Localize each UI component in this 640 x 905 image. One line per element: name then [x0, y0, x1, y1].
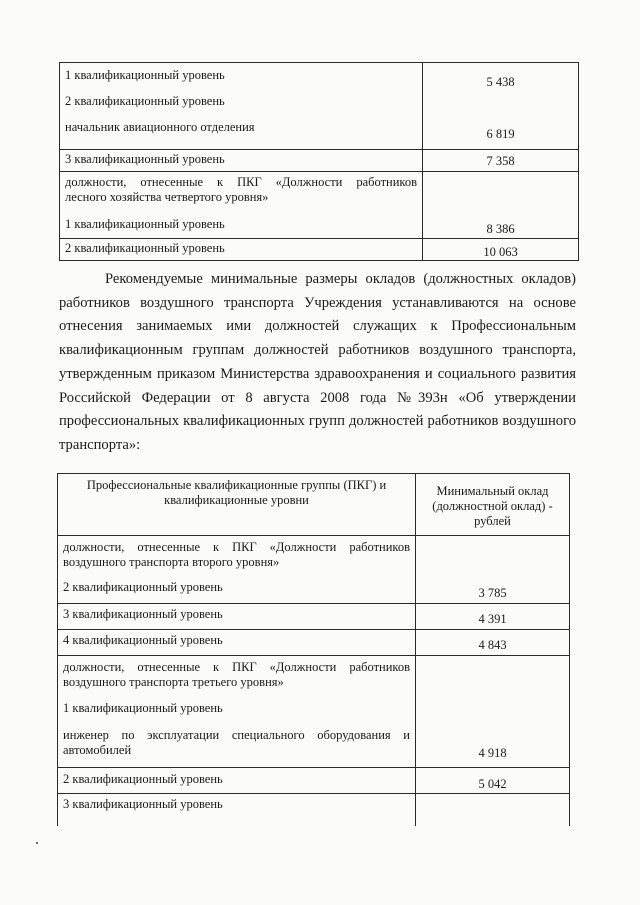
row-text: 2 квалификационный уровень: [63, 580, 223, 594]
table-row: [60, 63, 579, 150]
table-row: [58, 794, 570, 826]
table-cell-label: [58, 794, 416, 826]
row-text: 3 квалификационный уровень: [65, 152, 225, 166]
salary-value: 4 843: [478, 638, 507, 652]
table-row: [60, 172, 579, 239]
row-text: 1 квалификационный уровень: [65, 217, 225, 231]
row-text: 4 квалификационный уровень: [63, 633, 223, 647]
row-text: начальник авиационного отделения: [65, 120, 255, 134]
salary-value: 5 042: [478, 777, 507, 791]
row-text: 1 квалификационный уровень: [63, 701, 223, 715]
table-cell-label: [60, 150, 423, 172]
column-header-salary: Минимальный оклад (должностной оклад) - рублей: [416, 474, 570, 536]
row-text: 1 квалификационный уровень: [65, 68, 225, 82]
paragraph-line: утвержденным приказом Министерства здравоохранения и социального развития: [59, 365, 576, 382]
salary-value: 10 063: [483, 245, 518, 259]
scan-speck: [36, 842, 38, 844]
table-cell-value: [416, 536, 570, 604]
paragraph-line: Российской Федерации от 8 августа 2008 года №393н «Об утверждении: [59, 389, 576, 406]
paragraph-line: транспорта»:: [59, 436, 141, 453]
salary-value: 5 438: [486, 75, 515, 89]
salary-value: 7 358: [486, 154, 515, 168]
table-cell-value: [416, 794, 570, 826]
table-cell-label: [60, 63, 423, 150]
table-cell-label: [58, 656, 416, 768]
row-text: должности, отнесенные к ПКГ «Должности работников: [63, 540, 410, 554]
table-cell-value: [423, 63, 579, 150]
table-cell-label: [58, 630, 416, 656]
salary-value: 6 819: [486, 127, 515, 141]
table-row: [58, 656, 570, 768]
row-text: 3 квалификационный уровень: [63, 607, 223, 621]
row-text: должности, отнесенные к ПКГ «Должности работников: [65, 175, 417, 189]
row-text: 3 квалификационный уровень: [63, 797, 223, 811]
table-cell-value: [423, 150, 579, 172]
row-text: 2 квалификационный уровень: [63, 772, 223, 786]
table-row: [60, 239, 579, 261]
column-header-groups: Профессиональные квалификационные группы (ПКГ) и квалификационные уровни: [58, 474, 416, 536]
table-row: [58, 604, 570, 630]
paragraph-line: квалификационным группам должностей работников воздушного транспорта,: [59, 342, 576, 359]
row-text: 2 квалификационный уровень: [65, 94, 225, 108]
table-cell-value: [423, 239, 579, 261]
paragraph-line: отнесения занимаемых ими должностей служащих к Профессиональным: [59, 318, 576, 335]
table-cell-label: [58, 604, 416, 630]
table-cell-value: [416, 656, 570, 768]
table-cell-value: [416, 604, 570, 630]
paragraph-line: Рекомендуемые минимальные размеры окладов (должностных окладов): [105, 271, 576, 287]
row-text: автомобилей: [63, 743, 132, 757]
table-row: [58, 630, 570, 656]
table-cell-label: [60, 172, 423, 239]
table-cell-label: [58, 768, 416, 794]
row-text: лесного хозяйства четвертого уровня»: [65, 190, 269, 204]
table-cell-label: [60, 239, 423, 261]
row-text: воздушного транспорта третьего уровня»: [63, 675, 284, 689]
table-cell-value: [416, 630, 570, 656]
table-cell-label: [58, 536, 416, 604]
table-row: [58, 768, 570, 794]
body-paragraph: [59, 268, 576, 458]
table-row: [60, 150, 579, 172]
row-text: инженер по эксплуатации специального оборудования и: [63, 728, 410, 742]
salary-table-air-transport: [57, 473, 570, 826]
paragraph-line: профессиональных квалификационных групп должностей работников воздушного: [59, 413, 576, 430]
paragraph-line: работников воздушного транспорта Учреждения устанавливаются на основе: [59, 294, 576, 311]
table-cell-value: [423, 172, 579, 239]
table-cell-value: [416, 768, 570, 794]
salary-value: 3 785: [478, 586, 507, 600]
row-text: должности, отнесенные к ПКГ «Должности работников: [63, 660, 410, 674]
salary-value: 4 918: [478, 746, 507, 760]
salary-value: 4 391: [478, 612, 507, 626]
row-text: воздушного транспорта второго уровня»: [63, 555, 280, 569]
table-header-row: [58, 474, 570, 536]
salary-value: 8 386: [486, 222, 515, 236]
salary-table-top: [59, 62, 579, 261]
row-text: 2 квалификационный уровень: [65, 241, 225, 255]
table-row: [58, 536, 570, 604]
